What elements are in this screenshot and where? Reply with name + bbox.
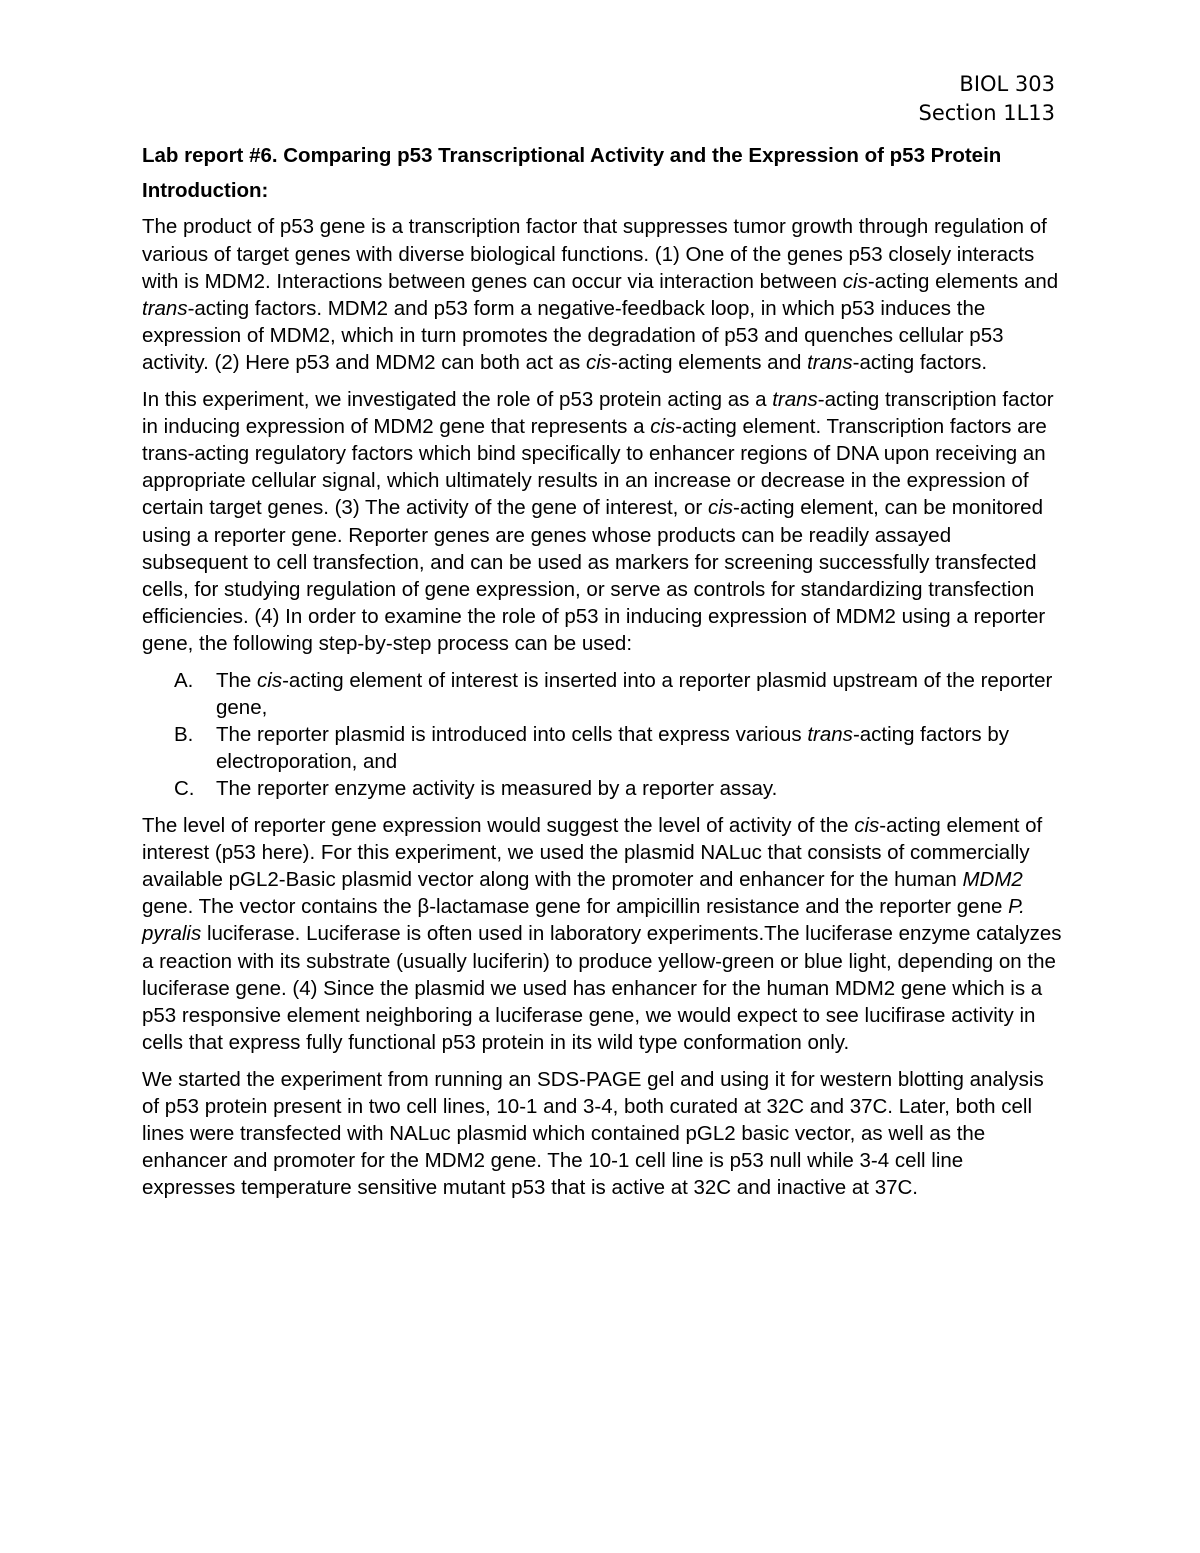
course-header: [919, 70, 1055, 128]
text-run: -acting factors.: [852, 351, 988, 375]
text-run: The reporter plasmid is introduced into cells that express various: [216, 723, 808, 747]
steps-list: [142, 667, 1062, 803]
italic-term: cis: [257, 668, 283, 692]
list-marker: B.: [174, 723, 194, 747]
list-item: [142, 775, 1062, 802]
text-run: -acting elements and: [611, 351, 808, 375]
paragraph-1: [142, 213, 1062, 376]
italic-term: MDM2: [962, 868, 1023, 892]
paragraph-4: We started the experiment from running an SDS-PAGE gel and using it for western blotting analysis of p53 protein present in two cell lines, 10-1 and 3-4, both curated at 32C and 37C. Later, both cell lines were transfected with NALuc plasmid which contained pGL2 basic vector, as well as the enhancer and promoter for the MDM2 gene. The 10-1 cell line is p53 null while 3-4 cell line expresses temperature sensitive mutant p53 that is active at 32C and inactive at 37C.: [142, 1067, 1044, 1200]
text-run: -acting transcription factor in inducing expression of MDM2 gene that represents a: [142, 387, 1054, 438]
italic-term: cis: [842, 269, 868, 293]
italic-term: trans: [807, 351, 853, 375]
list-marker: C.: [174, 777, 195, 801]
text-run: -acting factors by electroporation, and: [216, 723, 1010, 774]
italic-term: P. pyralis: [142, 895, 1025, 946]
list-marker: A.: [174, 668, 194, 692]
italic-term: trans: [142, 297, 188, 321]
italic-term: trans: [807, 723, 853, 747]
list-item: [142, 721, 1062, 775]
paragraph-3: [142, 812, 1062, 1057]
paragraph-2: [142, 386, 1062, 658]
italic-term: cis: [854, 813, 880, 837]
document-body: [142, 142, 1062, 1211]
text-run: luciferase. Luciferase is often used in laboratory experiments.The luciferase enzyme catalyzes a reaction with its substrate (usually luciferin) to produce yellow-green or blue light, depending on the luciferase gene. (4) Since the plasmid we used has enhancer for the human MDM2 gene which is a p53 responsive element neighboring a luciferase gene, we would expect to see lucifirase activity in cells that express fully functional p53 protein in its wild type conformation only.: [142, 922, 1062, 1055]
italic-term: trans: [772, 387, 818, 411]
text-run: The level of reporter gene expression would suggest the level of activity of the: [142, 813, 855, 837]
report-title: Lab report #6. Comparing p53 Transcriptional Activity and the Expression of p53 Protein: [142, 144, 1002, 167]
text-run: -acting element of interest (p53 here). For this experiment, we used the plasmid NALuc that consists of commercially available pGL2-Basic plasmid vector along with the promoter and enhancer for the human: [142, 813, 1043, 892]
text-run: -acting element of interest is inserted into a reporter plasmid upstream of the reporter gene,: [216, 668, 1053, 719]
text-run: gene. The vector contains the β-lactamase gene for ampicillin resistance and the reporter gene: [142, 895, 1009, 919]
course-code: BIOL 303: [959, 72, 1055, 96]
text-run: The reporter enzyme activity is measured by a reporter assay.: [216, 777, 778, 801]
text-run: The product of p53 gene is a transcription factor that suppresses tumor growth through regulation of various of target genes with diverse biological functions. (1) One of the genes p53 closely interacts with is MDM2. Interactions between genes can occur via interaction between: [142, 215, 1047, 293]
text-run: The: [216, 668, 258, 692]
section-code: Section 1L13: [918, 101, 1055, 125]
text-run: -acting element, can be monitored using a reporter gene. Reporter genes are genes whose products can be readily assayed subsequent to cell transfection, and can be used as markers for screening successfully transfected cells, for studying regulation of gene expression, or serve as controls for standardizing transfection efficiencies. (4) In order to examine the role of p53 in inducing expression of MDM2 using a reporter gene, the following step-by-step process can be used:: [142, 496, 1046, 656]
text-run: -acting factors. MDM2 and p53 form a negative-feedback loop, in which p53 induces the expression of MDM2, which in turn promotes the degradation of p53 and quenches cellular p53 activity. (2) Here p53 and MDM2 can both act as: [142, 297, 1004, 375]
introduction-heading: Introduction:: [142, 179, 269, 203]
list-item: [142, 667, 1062, 721]
text-run: In this experiment, we investigated the role of p53 protein acting as a: [142, 387, 773, 411]
italic-term: cis: [650, 414, 676, 438]
text-run: -acting elements and: [867, 269, 1059, 293]
text-run: -acting element. Transcription factors are trans-acting regulatory factors which bind specifically to enhancer regions of DNA upon receiving an appropriate cellular signal, which ultimately results in an increase or decrease in the expression of certain target genes. (3) The activity of the gene of interest, or: [142, 414, 1047, 520]
italic-term: cis: [707, 496, 734, 520]
italic-term: cis: [585, 351, 612, 375]
